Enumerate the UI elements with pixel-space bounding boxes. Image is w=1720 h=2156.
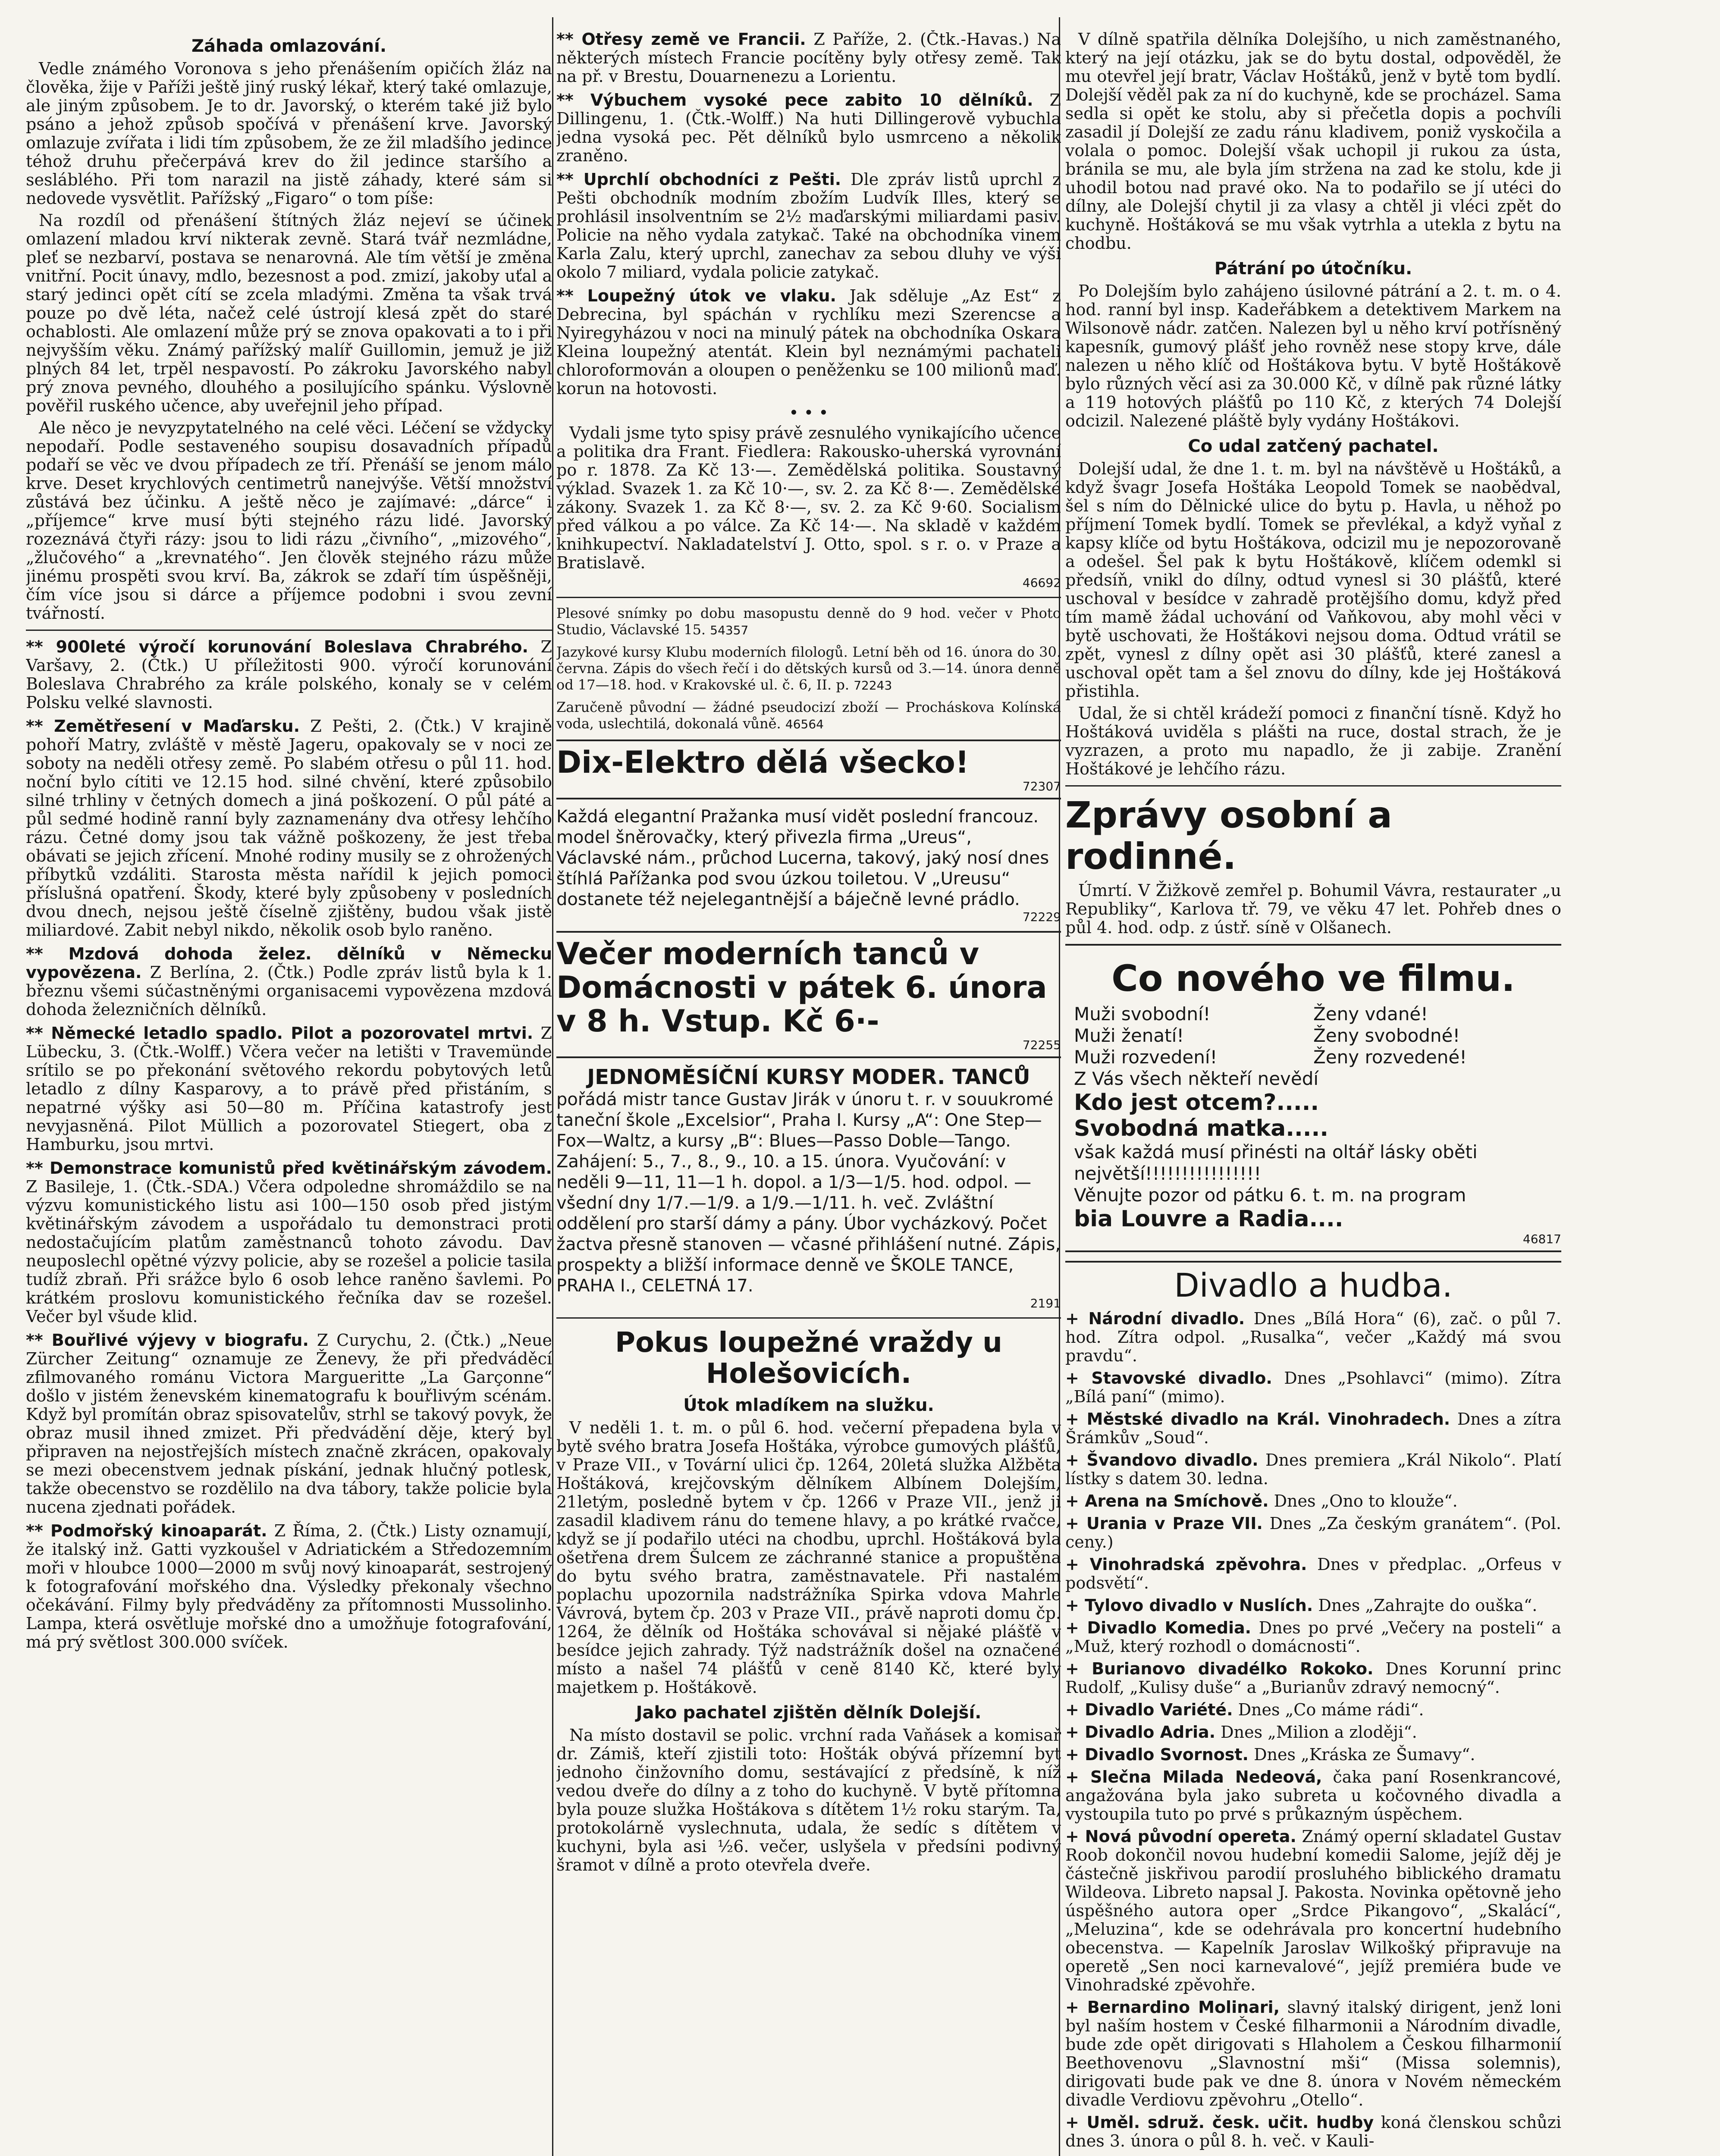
section-heading: Divadlo a hudba.: [1065, 1261, 1561, 1305]
theatre-text: slavný italský dirigent, jenž loni byl naším hostem v České filharmonii a Národním divadle, bude zde opět dirigovati s Hlaholem a Českou filharmonií Beethovenovu „Slavnostní mši“ (Missa solemnis), dirigovati bude pak ve dne 8. února v Novém německém divadle Verdiovu zpěvohru „Otello“.: [1065, 1998, 1561, 2109]
theatre-item: [1065, 1700, 1561, 1719]
dance-evening-advert: [556, 931, 1061, 1058]
film-advert: [1065, 944, 1561, 1252]
small-advert: [556, 605, 1061, 639]
film-audience-item: Ženy rozvedené!: [1313, 1047, 1467, 1068]
news-item: [26, 1522, 552, 1651]
theatre-name: Uměl. sdruž. česk. učit. hudby: [1086, 2113, 1374, 2132]
advert-title: Dix-Elektro dělá všecko!: [556, 745, 969, 780]
article-paragraph: V dílně spatřila dělníka Dolejšího, u nich zaměstnaného, který na její otázku, jak se do bytu dostal, odpověděl, že mu otevřel její bratr, Václav Hoštáků, jenž v bytě tom bydlí. Dolejší věděl pak za ní do kuchyně, kde se procházel. Sama sedla si opět ke stolu, aby si přečetla dopis a pochvíli zasadil jí Dolejší ze zadu ránu kladivem, poniž vyskočila a volala o pomoc. Dolejší však uchopil ji rukou za ústa, bránila se mu, ale byla jím stržena na zad ke stolu, kde ji uhodil botou nad pravé oko. Na to podařilo se jí utéci do dílny, ale Dolejší chytil ji za vlasy a chtěl ji vléci zpět do kuchyně. Hoštáková se mu však vytrhla a utekla z bytu na chodbu.: [1065, 30, 1561, 253]
small-advert: [556, 644, 1061, 694]
advert-code: 72229: [1022, 910, 1061, 924]
theatre-item: [1065, 1555, 1561, 1592]
article-subheading: Pátrání po útočníku.: [1214, 259, 1412, 279]
news-item: [556, 170, 1061, 282]
theatre-name: Divadlo Adria.: [1085, 1723, 1216, 1742]
theatre-item: [1065, 1659, 1561, 1697]
article-paragraph: Na rozdíl od přenášení štítných žláz nejeví se účinek omlazení mladou krví nikterak zevně. Stará tvář nezmládne, pleť se nezbarví, postava se nenarovná. Ale tím větší je změna vnitřní. Pocit únavy, mdlo, bezesnost a pod. zmizí, jakoby uťal a starý jedinci opět cítí se zcela mladými. Změna ta však trvá pouze po dvě léta, načež celé ústrojí klesá zpět do staré ochablosti. Ale omlazení může prý se znova opakovati a to i při nejvyšším věku. Známý pařížský malíř Guillomin, jemuž je již plných 84 let, trpěl nespavostí. Po zákroku Javorského nabyl prý znova pevného, dlouhého a posilujícího spánku. Výslovně pověřil ruského učence, aby uveřejnil jeho případ.: [26, 211, 552, 415]
theatre-text: čaka paní Rosenkrancové, angažována byla jako subreta u kočovného divadla a vystoupila tuto po prvé s průkazným úspěchem.: [1065, 1767, 1561, 1824]
news-text: Z Pešti, 2. (Čtk.) V krajině pohoří Matry, zvláště v městě Jageru, opakovaly se v noci ze soboty na neděli otřesy země. Po slabém otřesu o půl 11. hod. noční bylo cítiti ve 12.15 hod. silné chvění, které způsobilo silné trhliny v četných domech a jiná poškození. O půl páté a půl sedmé hodině ranní byly zaznamenány dva otřesy lehčího rázu. Četné domy jsou tak vážně poškozeny, že jest třeba obávati se jejich zřícení. Mnohé rodiny musily se z ohrožených příbytků vzdáliti. Starosta města nařídil k jejich pomoci příslušná opatření. Škody, které byly způsobeny v posledních dvou dnech, nejsou ještě číselně zjištěny, budou však jistě miliardové. Zabit nebyl nikdo, několik osob bylo raněno.: [26, 717, 552, 940]
theatre-name: Burianovo divadélko Rokoko.: [1092, 1659, 1374, 1678]
theatre-text: Dnes po prvé „Večery na posteli“ a „Muž, který rozhodl o domácnosti“.: [1065, 1618, 1561, 1656]
theatre-name: Tylovo divadlo v Nuslích.: [1085, 1596, 1313, 1615]
small-advert: [556, 699, 1061, 733]
dance-course-title: JEDNOMĚSÍČNÍ KURSY MODER. TANCŮ: [587, 1065, 1030, 1089]
advert-code: 46692: [1022, 576, 1061, 590]
theatre-name: Stavovské divadlo.: [1091, 1369, 1272, 1388]
news-text: Z Curychu, 2. (Čtk.) „Neue Zürcher Zeitung“ oznamuje ze Ženevy, že při předváděcí zfilmovaného románu Victora Margueritte „La Garçonne“ došlo v jistém ženevském kinematografu k bouřlivým scénám. Když byl promítán obraz spisovatelův, strhl se takový povyk, že obraz musil ihned zmizet. Při předvádění děje, který byl připraven na nejostřejších místech značně zkrácen, opakovaly se mezi obecenstvem jednak pískání, jednak hlučný potlesk, takže obecenstvo se rozdělilo na dva tábory, takže policie byla nucena zjednati pořádek.: [26, 1331, 552, 1517]
theatre-name: Urania v Praze VII.: [1086, 1514, 1263, 1533]
column-1: [26, 30, 552, 2156]
news-title: ** Zemětřesení v Maďarsku.: [26, 717, 300, 736]
theatre-item: [1065, 1369, 1561, 1406]
news-item: [26, 1024, 552, 1154]
theatre-text: Dnes „Psohlavci“ (mimo). Zítra „Bílá paní“ (mimo).: [1065, 1369, 1561, 1406]
film-line: Věnujte pozor od pátku 6. t. m. na program: [1074, 1185, 1466, 1206]
advert-code: 72307: [1022, 779, 1061, 793]
film-title: Kdo jest otcem?.....: [1074, 1090, 1319, 1116]
theatre-name: Národní divadlo.: [1088, 1309, 1245, 1328]
theatre-item: [1065, 1514, 1561, 1551]
theatre-name: Divadlo Variété.: [1085, 1700, 1233, 1719]
news-title: ** Demonstrace komunistů před květinářským závodem.: [26, 1159, 552, 1178]
article-paragraph: V neděli 1. t. m. o půl 6. hod. večerní přepadena byla v bytě svého bratra Josefa Hoštáka, výrobce gumových plášťů, v Praze VII., v Tovární ulici čp. 1264, 20letá služka Alžběta Hoštáková, krejčovským dělníkem Albínem Dolejším, 21letým, posledně bytem v čp. 1266 v Praze VII., jenž ji zasadil kladivem ránu do temene hlavy, a po krátké rvačce, když se jí podařilo utéci na chodbu, uprchl. Hoštáková byla ošetřena drem Šulcem ze záchranné stanice a propuštěna do bytu svého bratra, zaměstnavatele. Při nastalém poplachu upozornila nadstrážníka Spirka vdova Mahrle Vávrová, bytem čp. 203 v Praze VII., právě naproti domu čp. 1264, že dělník od Hoštáka schovával si nějaké plášťě v besídce jejich zahrady. Týž nadstrážník došel na označené místo a našel 74 plášťů v ceně 8140 Kč, které byly majetkem p. Hoštákově.: [556, 1418, 1061, 1697]
theatre-item: [1065, 1998, 1561, 2109]
news-item: [26, 717, 552, 940]
news-title: ** Německé letadlo spadlo. Pilot a pozorovatel mrtvi.: [26, 1024, 534, 1043]
news-item: [26, 638, 552, 712]
news-item: [556, 91, 1061, 165]
news-text: Z Lübecku, 3. (Čtk.-Wolff.) Včera večer na letišti v Travemünde srítilo se po překonání světového rekordu pobytových letů letadlo z dílny Kasparovy, a to právě před přistáním, s nepatrné výšky asi 50—80 m. Příčina katastrofy jest nevyjasněná. Pilot Müllich a pozorovatel Stiegert, oba z Hamburku, jsou mrtvi.: [26, 1024, 552, 1154]
divider: [556, 597, 1061, 598]
article-paragraph: Vedle známého Voronova s jeho přenášením opičích žláz na člověka, žije v Paříži ještě jiný ruský lékař, který také omlazuje, ale jiným způsobem. Je to dr. Javorský, o kterém také již bylo psáno a jehož způsob spočívá v přenášení krve. Javorský omlazuje zvířata i lidi tím způsobem, že ze žil mladšího jedince téhož druhu přečerpává krev do žil jedince staršího a sesláblého. Při tom narazil na jistě záhady, které sám si nedovede vysvětlit. Pařížský „Figaro“ o tom píše:: [26, 59, 552, 208]
theatre-item: [1065, 1451, 1561, 1488]
theatre-item: [1065, 1596, 1561, 1615]
theatre-text: Dnes „Co máme rádi“.: [1233, 1700, 1424, 1719]
theatre-text: Dnes v předplac. „Orfeus v podsvětí“.: [1065, 1555, 1561, 1592]
article-subheading: Útok mladíkem na služku.: [683, 1395, 934, 1415]
theatre-text: Dnes „Ono to klouže“.: [1268, 1492, 1458, 1510]
book-advert: Vydali jsme tyto spisy právě zesnulého vynikajícího učence a politika dra Frant. Fiedlera: Rakousko-uherská vyrovnání po r. 1878. Za Kč 13·—. Zemědělská politika. Soustavný výklad. Svazek 1. za Kč 10·—, sv. 2. za Kč 8·—. Zemědělské zákony. Svazek 1. za Kč 8·—, sv. 2. za Kč 9·60. Socialism před válkou a po válce. Za Kč 14·—. Na skladě v každém knihkupectví. Nakladatelství J. Otto, spol. s r. o. v Praze a Bratislavě.: [556, 423, 1061, 572]
small-advert-text: Zaručeně původní — žádné pseudocizí zboží — Procháskova Kolínská voda, uslechtilá, dokonalá vůně.: [556, 699, 1061, 732]
theatre-name: Slečna Milada Nedeová,: [1090, 1767, 1322, 1786]
theatre-text: Dnes „Milion a zloději“.: [1215, 1723, 1417, 1742]
theatre-text: Dnes „Zahrajte do ouška“.: [1313, 1596, 1538, 1615]
news-item: [26, 1159, 552, 1326]
film-audience-item: Ženy svobodné!: [1313, 1025, 1460, 1046]
theatre-name: Arena na Smíchově.: [1085, 1492, 1269, 1510]
column-3: [1065, 30, 1561, 2156]
cinema-names: bia Louvre a Radia....: [1074, 1206, 1343, 1232]
advert-code: 46817: [1522, 1232, 1561, 1246]
news-title: ** Otřesy země ve Francii.: [556, 30, 806, 49]
theatre-text: koná členskou schůzi dnes 3. února o půl 8. h. več. v Kauli-: [1065, 2113, 1561, 2150]
news-item: [556, 30, 1061, 86]
film-title: Svobodná matka.....: [1074, 1116, 1329, 1141]
ureus-advert: Každá elegantní Pražanka musí vidět poslední francouz. model šněrovačky, který přivezla firma „Ureus“, Václavské nám., průchod Lucerna, takový, jaký nosí dnes štíhlá Pařížanka pod svou úzkou toiletou. V „Ureusu“ dostanete též nejelegantnější a báječně levné prádlo.: [556, 807, 1049, 909]
advert-code: 54357: [710, 623, 749, 637]
theatre-name: Divadlo Svornost.: [1085, 1745, 1249, 1764]
theatre-text: Dnes „Kráska ze Šumavy“.: [1249, 1745, 1475, 1764]
theatre-name: Divadlo Komedia.: [1087, 1618, 1252, 1637]
article-paragraph: Dolejší udal, že dne 1. t. m. byl na návštěvě u Hoštáků, a když švagr Josefa Hoštáka Leopold Tomek se naobědval, šel s ním do Dělnické ulice do bytu p. Havla, u něhož po příjmení Tomek bydlí. Tomek se převlékal, a když vyňal z kapsy klíče od bytu Hoštákova, odcizil mu je nepozorovaně a odešel. Šel pak k bytu Hoštákově, klíčem odemkl si předsíň, vnikl do dílny, odtud vynesl si 30 plášťů, které uschoval v besídce v zahradě protějšího domu, když před tím mamě žádal uchování od Vaňkovou, aby mohl věci v bytě uschovati, že Hoštákovi nejsou doma. Odtud vrátil se zpět, vynesl z dílny opět asi 30 plášťů, které zanesl a uschoval opět tam a šel znovu do dílny, kde jej Hoštáková přistihla.: [1065, 459, 1561, 701]
theatre-item: [1065, 1723, 1561, 1742]
theatre-item: [1065, 1767, 1561, 1824]
article-paragraph: Ale něco je nevyzpytatelného na celé věci. Léčení se vždycky nepodaří. Podle sestaveného soupisu dosavadních případů podaří se věc ve dvou případech ze tří. Přenáší se jenom málo krve. Deset krychlových centimetrů nanejvýše. Větší množství zůstává bez účinku. A ještě něco je zajímavé: „dárce“ i „příjemce“ krve musí býti stejného rázu lidé. Javorský rozeznává čtyři rázy: jsou to lidi rázu „čivního“, „mizového“, „žlučového“ a „krevnatého“. Jen člověk stejného rázu může jinému prospěti svou krví. Ba, zákrok se zdaří tím úspěšněji, čím více jsou si dárce a příjemce podobni i svou zevní tvářností.: [26, 418, 552, 623]
divider: [1065, 785, 1561, 787]
theatre-text: Dnes premiera „Král Nikolo“. Platí lístky s datem 30. ledna.: [1065, 1451, 1561, 1488]
news-text: Jak sděluje „Az Est“ z Debrecina, byl spáchán v rychlíku mezi Szerencse a Nyiregyházou v noci na minulý pátek na obchodníka Oskara Kleina loupežný atentát. Klein byl neznámými pachateli chloroformován a oloupen o peněženku se 100 milionů maď. korun na hotovosti.: [556, 286, 1061, 398]
theatre-item: [1065, 2113, 1561, 2150]
film-audience-item: Muži svobodní!: [1074, 1003, 1211, 1025]
theatre-item: [1065, 1410, 1561, 1447]
news-text: Z Paříže, 2. (Čtk.-Havas.) Na některých místech Francie pocítěny byly otřesy země. Tak na př. v Brestu, Douarnenezu a Lorientu.: [556, 30, 1061, 86]
article-paragraph: Udal, že si chtěl krádeží pomoci z finanční tísně. Když ho Hoštáková uviděla s plášti na ruce, dostal strach, že je vyzrazen, a proto mu napadlo, že ji zabije. Zranění Hoštákové je lehčího rázu.: [1065, 704, 1561, 778]
theatre-item: [1065, 1309, 1561, 1365]
theatre-name: Vinohradská zpěvohra.: [1089, 1555, 1307, 1574]
theatre-name: Nová původní opereta.: [1085, 1827, 1296, 1846]
news-item: [556, 287, 1061, 398]
news-item: [26, 1331, 552, 1517]
news-title: ** Mzdová dohoda želez. dělníků v Německu vypovězena.: [26, 944, 552, 982]
news-text: Z Basileje, 1. (Čtk.-SDA.) Včera odpoledne shromáždilo se na výzvu komunistického listu asi 100—150 osob před jistým květinářským závodem a uspořádalo tu demonstraci proti nedostačujícím platům zaměstnanců tohoto závodu. Dav neuposlechl opětné výzvy policie, aby se rozešel a policie tasila tudíž zbraň. Při srážce bylo 6 osob lehce raněno šavlemi. Po krátkém proslovu komunistického řečníka dav se rozešel. Večer byl všude klid.: [26, 1177, 552, 1326]
advert-code: 46564: [785, 717, 824, 731]
column-2: [556, 30, 1061, 2156]
film-audience-item: Ženy vdané!: [1313, 1003, 1428, 1025]
article-subheading: Co udal zatčený pachatel.: [1188, 436, 1439, 456]
advert-title: Večer moderních tanců v Domácnosti v pátek 6. února v 8 h. Vstup. Kč 6·-: [556, 936, 1047, 1039]
news-title: ** Bouřlivé výjevy v biografu.: [26, 1331, 309, 1350]
article-heading: Záhada omlazování.: [191, 36, 387, 56]
article-paragraph: Po Dolejším bylo zahájeno úsilovné pátrání a 2. t. m. o 4. hod. ranní byl insp. Kadeřábkem a detektivem Markem na Wilsonově nádr. zatčen. Nalezen byl u něho krví potřísněný kapesník, gumový plášť jeho rovněž nese stopy krve, dále nalezen u něho klíč od Hoštákova bytu. V bytě Hoštákově bylo různých věcí asi za 30.000 Kč, v dílně pak různé látky a 119 hotových plášťů po 110 Kč, z kterých 74 Dolejší odcizil. Nalezené pláště byly vydány Hoštákovi.: [1065, 282, 1561, 430]
advert-code: 2191: [1030, 1296, 1061, 1310]
news-text: Z Varšavy, 2. (Čtk.) U příležitosti 900. výročí korunování Boleslava Chrabrého za krále polského, konaly se v celém Polsku velké slavnosti.: [26, 637, 552, 712]
film-audience-item: Muži rozvedení!: [1074, 1047, 1218, 1068]
film-line: Z Vás všech někteří nevědí: [1074, 1068, 1319, 1089]
news-text: Z Dillingenu, 1. (Čtk.-Wolff.) Na huti Dillingerově vybuchla jedna vysoká pec. Pět dělníků bylo usmrceno a několik zraněno.: [556, 91, 1061, 165]
news-text: Dle zpráv listů uprchl z Pešti obchodník modním zbožím Ludvík Illes, který se prohlásil insolventním se 2½ maďarskými miliardami pasiv. Policie na něho vydala zatykač. Také na obchodníka vinem Karla Zalu, který uprchl, zanechav za sebou dluhy ve výši okolo 7 miliard, vydala policie zatykač.: [556, 170, 1061, 282]
advert-code: 72255: [1022, 1038, 1061, 1052]
small-advert-text: Jazykové kursy Klubu moderních filologů. Letní běh od 16. února do 30. června. Zápis do všech řečí i do dětských kursů od 3.—14. února denně od 17—18. hod. v Krakovské ul. č. 6, II. p.: [556, 644, 1061, 693]
theatre-text: Dnes „Za českým granátem“. (Pol. ceny.): [1065, 1514, 1561, 1551]
theatre-item: [1065, 1492, 1561, 1510]
theatre-name: Švandovo divadlo.: [1086, 1451, 1259, 1470]
news-title: ** 900leté výročí korunování Boleslava Chrabrého.: [26, 637, 528, 656]
theatre-item: [1065, 1618, 1561, 1656]
section-heading: Zprávy osobní a rodinné.: [1065, 794, 1392, 877]
dance-course-text: pořádá mistr tance Gustav Jirák v únoru t. r. v souukromé taneční škole „Excelsior“, Praha I. Kursy „A“: One Step—Fox—Waltz, a kursy „B“: Blues—Passo Doble—Tango. Zahájení: 5., 7., 8., 9., 10. a 15. února. Vyučování: v neděli 9—11, 11—1 h. dopol. a 1/3—1/5. hod. odpol. — všední dny 1/7.—1/9. a 1/9.—1/11. h. več. Zvláštní oddělení pro starší dámy a pány. Úbor vycházkový. Počet žactva přesně stanoven — včasné přihlášení nutné. Zápis, prospekty a bližší informace denně ve ŠKOLE TANCE, PRAHA I., CELETNÁ 17.: [556, 1090, 1061, 1296]
dix-elektro-advert: [556, 740, 1061, 799]
small-advert-text: Plesové snímky po dobu masopustu denně do 9 hod. večer v Photo Studio, Václavské 15.: [556, 605, 1061, 638]
advert-title: Co nového ve filmu.: [1111, 957, 1515, 1000]
news-text: Z Berlína, 2. (Čtk.) Podle zpráv listů byla k 1. březnu všemi súčastněnými organisacemi vypovězena mzdová dohoda železničních dělníků.: [26, 963, 552, 1019]
article-paragraph: Na místo dostavil se polic. vrchní rada Vaňásek a komisař dr. Zámiš, kteří zjistili toto: Hošták obývá přízemní byt jednoho činžovního domu, sestávající z předsíně, k níž vedou dveře do dílny a z toho do kuchyně. V bytě přítomna byla pouze služka Hoštákova s dítětem 1½ roku starým. Ta, protokolárně vyslechnuta, udala, že sedíc s dítětem v kuchyni, byla asi ½6. večer, uslyšela v předsíni podivný šramot v dílně a proto otevřela dveře.: [556, 1726, 1061, 1874]
news-title: ** Podmořský kinoaparát.: [26, 1521, 267, 1540]
separator-dots: • • •: [789, 403, 829, 422]
news-text: Z Říma, 2. (Čtk.) Listy oznamují, že italský inž. Gatti vyzkoušel v Adriatickém a Středozemním moři v hloubce 1000—2000 m svůj nový kinoaparát, sestrojený k fotografování mořského dna. Výsledky překonaly všechno očekávání. Filmy byly předváděny za přítomnosti Mussolinho. Lampa, která osvětluje mořské dno a umožňuje fotografování, má prý světlost 300.000 svíček.: [26, 1521, 552, 1651]
theatre-text: Známý operní skladatel Gustav Roob dokončil novou hudební komedii Salome, jejíž děj je částečně jiskřivou parodií prosluhého biblického dramatu Wildeova. Libreto napsal J. Pakosta. Novinka opětovně jeho úspěšného autora oper „Srdce Pikangovo“, „Skalácí“, „Meluzina“, kde se odehrávala pro koncertní hudebního obecenstva. — Kapelník Jaroslav Wilkošký připravuje na operetě „Sen noci karnevalové“, jejíž premiéra bude ve Vinohradské zpěvohře.: [1065, 1827, 1561, 1994]
film-audience-item: Muži ženatí!: [1074, 1025, 1184, 1046]
article-subheading: Jako pachatel zjištěn dělník Dolejší.: [636, 1703, 982, 1723]
article-heading: Pokus loupežné vraždy u Holešovicích.: [615, 1327, 1002, 1390]
column-rule: [552, 17, 553, 2156]
theatre-text: Dnes „Bílá Hora“ (6), zač. o půl 7. hod. Zítra odpol. „Rusalka“, večer „Každý má svou pravdu“.: [1065, 1309, 1561, 1365]
theatre-text: Dnes a zítra Šrámkův „Soud“.: [1065, 1410, 1561, 1447]
news-title: ** Výbuchem vysoké pece zabito 10 dělníků.: [556, 91, 1033, 110]
obituary: Úmrtí. V Žižkově zemřel p. Bohumil Vávra, restaurater „u Republiky“, Karlova tř. 79, ve věku 47 let. Pohřeb dnes o půl 4. hod. odp. z ústř. síně v Olšanech.: [1065, 881, 1561, 937]
theatre-item: [1065, 1827, 1561, 1994]
news-title: ** Uprchlí obchodníci z Pešti.: [556, 170, 841, 189]
divider: [556, 1317, 1061, 1319]
film-audience-list: [1065, 1003, 1561, 1068]
divider: [26, 630, 552, 631]
theatre-name: Bernardino Molinari,: [1087, 1998, 1280, 2017]
theatre-item: [1065, 1745, 1561, 1764]
theatre-name: Městské divadlo na Král. Vinohradech.: [1086, 1410, 1450, 1429]
film-line: však každá musí přinésti na oltář lásky oběti největší!!!!!!!!!!!!!!!!: [1074, 1141, 1478, 1184]
theatre-text: Dnes Korunní princ Rudolf, „Kulisy duše“ a „Burianův zdravý nemocný“.: [1065, 1659, 1561, 1697]
news-title: ** Loupežný útok ve vlaku.: [556, 286, 836, 305]
advert-code: 72243: [854, 678, 892, 693]
news-item: [26, 945, 552, 1019]
